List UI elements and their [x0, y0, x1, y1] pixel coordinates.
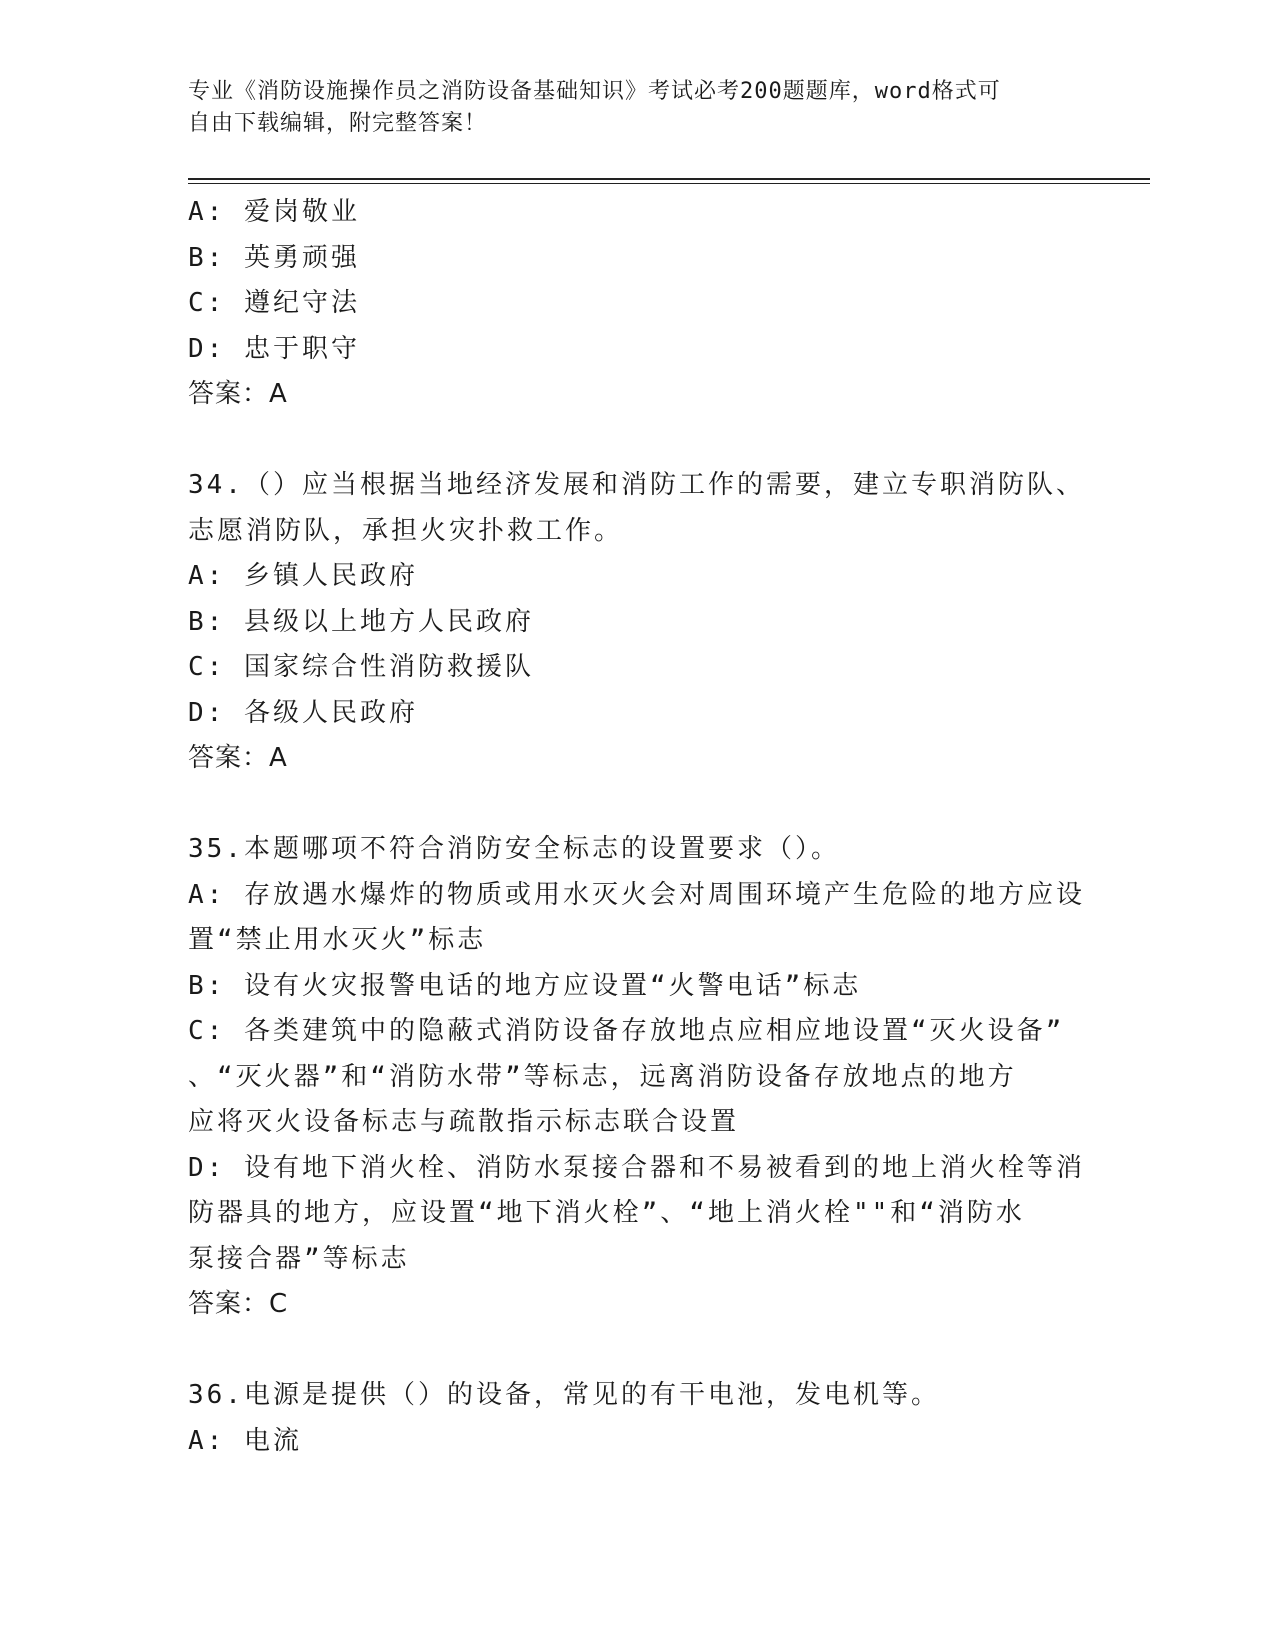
option-d: D: 各级人民政府: [188, 697, 418, 728]
option-c: C: 遵纪守法: [188, 288, 360, 318]
option-b: B: 县级以上地方人民政府: [188, 606, 534, 637]
option-d-cont-2: 泵接合器”等标志: [188, 1243, 410, 1274]
answer: 答案：A: [188, 379, 288, 409]
spacer: [188, 1328, 1088, 1374]
question-36: [188, 1373, 1088, 1464]
document-header: [188, 76, 1068, 140]
question-33: [188, 190, 1088, 418]
question-stem: 34.（）应当根据当地经济发展和消防工作的需要，建立专职消防队、: [188, 470, 1085, 500]
option-a: A: 电流: [188, 1425, 302, 1456]
option-a: A: 乡镇人民政府: [188, 561, 418, 591]
option-c: C: 国家综合性消防救援队: [188, 652, 534, 682]
answer: 答案：A: [188, 743, 288, 773]
question-stem: 35.本题哪项不符合消防安全标志的设置要求（）。: [188, 834, 840, 864]
option-d-cont: 防器具的地方，应设置“地下消火栓”、“地上消火栓""和“消防水: [188, 1198, 1025, 1228]
spacer: [188, 782, 1088, 828]
header-line-1: 专业《消防设施操作员之消防设备基础知识》考试必考200题题库，word格式可: [188, 79, 1001, 104]
header-rule-thick: [188, 178, 1150, 180]
option-c: C: 各类建筑中的隐蔽式消防设备存放地点应相应地设置“灭火设备”: [188, 1016, 1065, 1046]
option-d: D: 忠于职守: [188, 333, 360, 364]
spacer: [188, 418, 1088, 464]
question-stem: 36.电源是提供（）的设备，常见的有干电池，发电机等。: [188, 1380, 940, 1410]
question-content: [188, 190, 1088, 1464]
option-d: D: 设有地下消火栓、消防水泵接合器和不易被看到的地上消火栓等消: [188, 1152, 1085, 1183]
option-b: B: 英勇顽强: [188, 242, 360, 273]
option-b: B: 设有火灾报警电话的地方应设置“火警电话”标志: [188, 970, 862, 1001]
answer: 答案：C: [188, 1289, 289, 1319]
option-a-cont: 置“禁止用水灭火”标志: [188, 925, 487, 955]
option-c-cont: 、“灭火器”和“消防水带”等标志，远离消防设备存放地点的地方: [188, 1061, 1017, 1092]
question-34: [188, 463, 1088, 782]
option-c-cont-2: 应将灭火设备标志与疏散指示标志联合设置: [188, 1107, 740, 1137]
header-rule-thin: [188, 183, 1150, 184]
header-line-2: 自由下载编辑，附完整答案！: [188, 111, 488, 136]
question-35: [188, 827, 1088, 1328]
question-stem-cont: 志愿消防队，承担火灾扑救工作。: [188, 515, 624, 546]
option-a: A: 爱岗敬业: [188, 197, 360, 227]
option-a: A: 存放遇水爆炸的物质或用水灭火会对周围环境产生危险的地方应设: [188, 879, 1085, 910]
